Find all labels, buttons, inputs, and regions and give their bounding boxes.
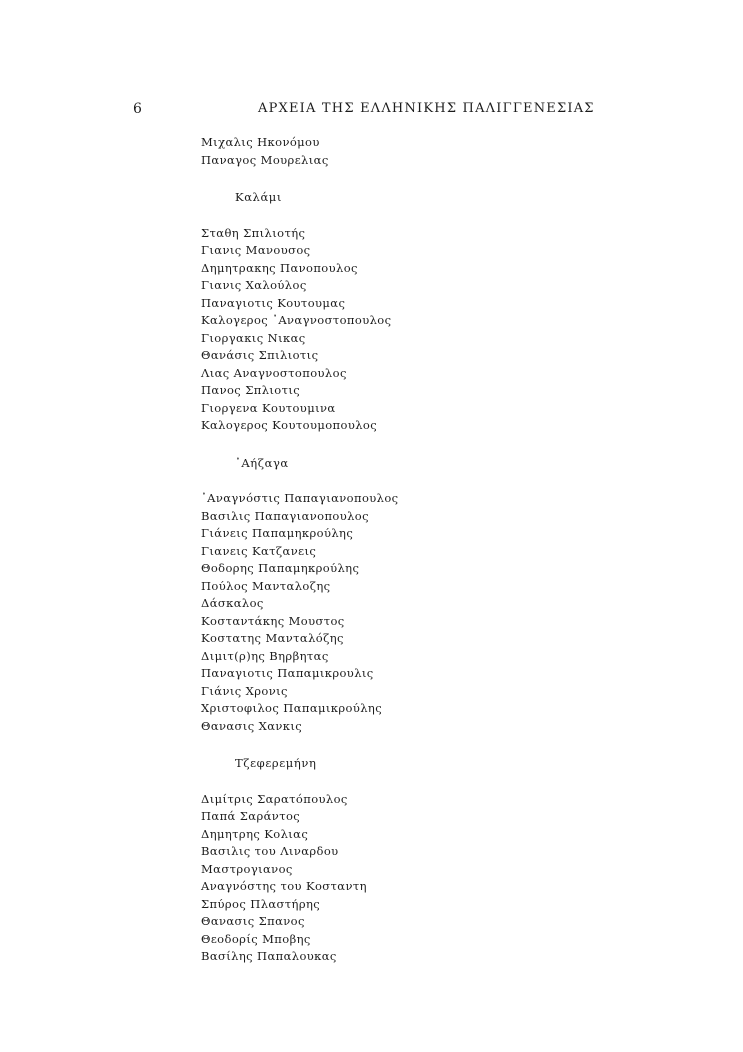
- list-item: Γιανις Χαλούλος: [201, 278, 307, 292]
- list-item: Καλογερος ᾿Αναγνοστοπουλος: [201, 313, 392, 327]
- name-list: [201, 134, 621, 966]
- list-item: Γιάνεις Παπαμηκρούλης: [201, 526, 354, 540]
- running-head-title: ΑΡΧΕΙΑ ΤΗΣ ΕΛΛΗΝΙΚΗΣ ΠΑΛΙΓΓΕΝΕΣΙΑΣ: [258, 101, 595, 116]
- list-item: Παναγιοτις Παπαμικρουλις: [201, 666, 374, 680]
- list-item: Παναγιοτις Κουτουμας: [201, 295, 346, 310]
- list-item: Δημητρακης Πανοπουλος: [201, 260, 358, 275]
- list-item: Παναγος Μουρελιας: [201, 152, 329, 167]
- list-item: Σπύρος Πλαστήρης: [201, 896, 321, 911]
- list-item: Κοσταντάκης Μουστος: [201, 613, 345, 628]
- list-item: Μιχαλις Ηκονόμου: [201, 135, 320, 149]
- list-item: Βασιλις του Λιναρδου: [201, 844, 339, 858]
- list-item: Πούλος Μανταλοζης: [201, 578, 331, 593]
- list-item: Θανασις Σπανος: [201, 914, 305, 928]
- list-item: Δάσκαλος: [201, 596, 264, 610]
- list-item: Θανάσις Σπιλιοτις: [201, 348, 319, 362]
- list-item: Θοδορης Παπαμηκρούλης: [201, 561, 360, 575]
- list-item: Σταθη Σπιλιοτής: [201, 225, 306, 240]
- list-item: Βασιλις Παπαγιανοπουλος: [201, 508, 369, 523]
- section-heading: ᾿Αήζαγα: [235, 455, 289, 470]
- list-item: Γιάνις Χρονις: [201, 683, 288, 698]
- section-heading: Καλάμι: [235, 190, 282, 204]
- list-item: Θεοδορίς Μποβης: [201, 931, 311, 946]
- list-item: Βασίλης Παπαλουκας: [201, 949, 337, 963]
- section-tzeferemini: [201, 755, 621, 966]
- section-kalami: [201, 189, 621, 435]
- list-item: Λιας Αναγνοστοπουλος: [201, 365, 347, 380]
- list-item: Μαστρογιανος: [201, 861, 293, 876]
- list-item: Κοστατης Μανταλόζης: [201, 631, 344, 645]
- section-aizaga: [201, 455, 621, 736]
- list-item: Διμίτρις Σαρατόπουλος: [201, 791, 348, 806]
- list-item: Διμιτ(ρ)ης Βηρβητας: [201, 648, 329, 663]
- list-item: Δημητρης Κολιας: [201, 826, 309, 841]
- list-item: Παπά Σαράντος: [201, 809, 301, 823]
- list-item: Καλογερος Κουτουμοπουλος: [201, 418, 378, 432]
- list-item: Πανος Σπλιοτις: [201, 383, 301, 397]
- list-item: Αναγνόστης του Κοσταντη: [201, 879, 367, 893]
- list-item: Γιανις Μανουσος: [201, 243, 311, 257]
- list-item: Γιοργενα Κουτουμινα: [201, 400, 336, 415]
- list-item: Θανασις Χανκις: [201, 718, 303, 733]
- list-item: ᾿Αναγνόστις Παπαγιανοπουλος: [201, 491, 399, 505]
- list-item: Γιανεις Κατζανεις: [201, 543, 317, 558]
- section-heading: Τζεφερεμήνη: [235, 756, 317, 770]
- list-item: Χριστοφιλος Παπαμικρούλης: [201, 701, 383, 715]
- intro-block: [201, 134, 621, 169]
- list-item: Γιοργακις Νικας: [201, 330, 306, 345]
- page-number: 6: [133, 101, 143, 117]
